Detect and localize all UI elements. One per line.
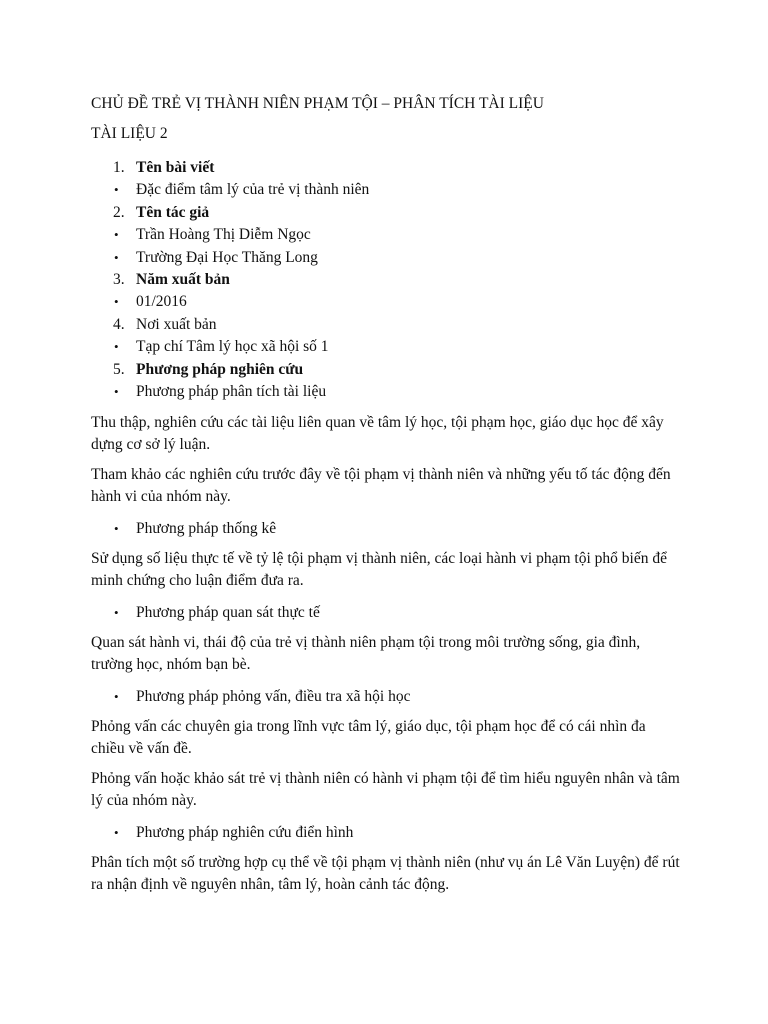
outline-text: Trường Đại Học Thăng Long (136, 248, 318, 266)
outline-marker: 1. (113, 159, 125, 176)
outline-text: 01/2016 (136, 293, 187, 311)
paragraph-observation: Quan sát hành vi, thái độ của trẻ vị thành niên phạm tội trong môi trường sống, gia đình, trường học, nhóm bạn bè. (91, 634, 641, 674)
outline-item (91, 291, 681, 313)
outline-text: Đặc điểm tâm lý của trẻ vị thành niên (136, 181, 370, 199)
paragraph-statistics: Sử dụng số liệu thực tế về tỷ lệ tội phạm vị thành niên, các loại hành vi phạm tội phổ biến để minh chứng cho luận điểm đưa ra. (91, 550, 667, 590)
outline-item (91, 247, 681, 269)
method-label: Phương pháp quan sát thực tế (136, 604, 320, 622)
paragraph-case-study: Phân tích một số trường hợp cụ thể về tội phạm vị thành niên (như vụ án Lê Văn Luyện) để rút ra nhận định về nguyên nhân, tâm lý, hoàn cảnh tác động. (91, 854, 680, 894)
paragraph-interview-experts: Phỏng vấn các chuyên gia trong lĩnh vực tâm lý, giáo dục, tội phạm học để có cái nhìn đa chiều về vấn đề. (91, 718, 646, 758)
outline-text: Tên tác giả (136, 203, 210, 221)
outline-marker: 3. (113, 270, 125, 288)
bullet-marker: • (114, 605, 119, 621)
bullet-marker: • (114, 294, 119, 310)
document-subtitle: TÀI LIỆU 2 (91, 125, 168, 142)
outline-text: Tạp chí Tâm lý học xã hội số 1 (136, 338, 329, 356)
outline-text: Năm xuất bản (136, 270, 230, 288)
outline-item (91, 381, 681, 403)
method-label: Phương pháp nghiên cứu điển hình (136, 824, 354, 842)
bullet-marker: • (114, 339, 119, 355)
outline-item (91, 269, 681, 291)
outline-text: Phương pháp nghiên cứu (136, 360, 304, 378)
method-bullet-case-study (91, 822, 681, 844)
document-title: CHỦ ĐỀ TRẺ VỊ THÀNH NIÊN PHẠM TỘI – PHÂN TÍCH TÀI LIỆU (91, 95, 544, 112)
document-page (91, 93, 681, 896)
outline-text: Tên bài viết (136, 159, 215, 176)
outline-marker: 5. (113, 360, 125, 378)
outline-item (91, 314, 681, 336)
method-bullet-observation (91, 602, 681, 624)
outline-marker: 4. (113, 315, 125, 333)
outline-text: Trần Hoàng Thị Diễm Ngọc (136, 226, 311, 244)
method-label: Phương pháp thống kê (136, 520, 277, 538)
outline-item (91, 224, 681, 246)
method-bullet-interview (91, 686, 681, 708)
outline-item (91, 157, 681, 179)
paragraph-literature-reference: Tham khảo các nghiên cứu trước đây về tội phạm vị thành niên và những yếu tố tác động đến hành vi của nhóm này. (91, 466, 671, 506)
bullet-marker: • (114, 227, 119, 243)
outline-marker: 2. (113, 203, 125, 221)
outline-text: Nơi xuất bản (136, 315, 217, 333)
bullet-marker: • (114, 689, 119, 705)
outline-item (91, 359, 681, 381)
method-bullet-statistics (91, 518, 681, 540)
bullet-marker: • (114, 825, 119, 841)
outline-text: Phương pháp phân tích tài liệu (136, 382, 327, 400)
bullet-marker: • (114, 521, 119, 537)
paragraph-literature-collection: Thu thập, nghiên cứu các tài liệu liên quan về tâm lý học, tội phạm học, giáo dục học để xây dựng cơ sở lý luận. (91, 414, 664, 454)
method-label: Phương pháp phỏng vấn, điều tra xã hội học (136, 688, 411, 706)
bullet-marker: • (114, 182, 119, 198)
bullet-marker: • (114, 383, 119, 399)
outline-item (91, 179, 681, 201)
outline-item (91, 202, 681, 224)
paragraph-interview-survey: Phỏng vấn hoặc khảo sát trẻ vị thành niên có hành vi phạm tội để tìm hiểu nguyên nhân và tâm lý của nhóm này. (91, 770, 680, 810)
outline-item (91, 336, 681, 358)
outline-list (91, 157, 681, 403)
bullet-marker: • (114, 249, 119, 265)
